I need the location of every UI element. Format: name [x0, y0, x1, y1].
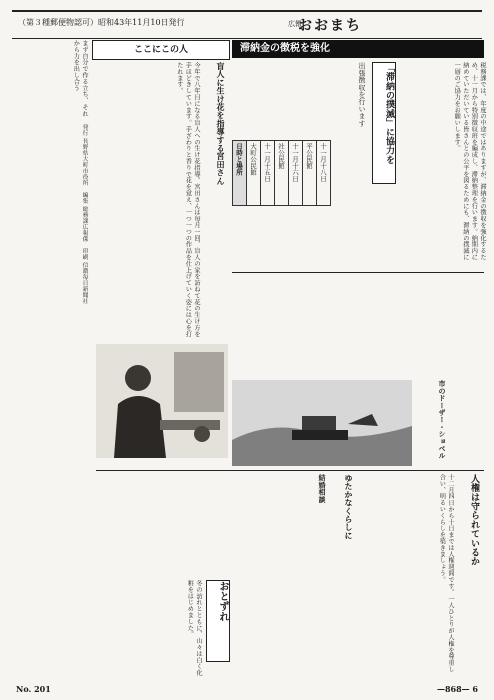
schedule-place-2: 社公民館: [275, 141, 289, 206]
paper-name: おおまち: [298, 18, 362, 34]
schedule-place-3: 平公民館: [303, 141, 317, 206]
divider-lower: [96, 470, 484, 471]
life-heading: ゆたかなくらしに: [344, 474, 354, 540]
bulldozer-photo: [232, 380, 412, 466]
sidebar-body: 冬の訪れとともに、山々は白く化粧をはじめました。: [186, 580, 202, 676]
issue-number: No. 201: [16, 684, 51, 694]
life-sub: 結婚相談: [318, 474, 327, 503]
left-note: まず自分で作る立ち、それから力を出し合う: [72, 40, 88, 117]
schedule-head: 日時と場所: [233, 141, 247, 206]
photo-caption: 市のドーザー・ショベル: [438, 380, 447, 460]
rights-body: 十二月四日から十日までは人権週間です。一人ひとりが人権を尊重し合い、明るいくらしを築きましょう。: [438, 474, 454, 673]
collection-schedule-table: [232, 140, 331, 206]
divider: [232, 272, 484, 273]
masthead: [12, 10, 482, 39]
schedule-date-1: 十一月十五日: [261, 141, 275, 206]
instructor-photo: [96, 344, 228, 458]
rights-heading: 人権は守られているか: [469, 474, 479, 566]
tax-subheadline: 「滞納の撲滅」に協力を: [372, 62, 396, 184]
sidebar-title: おとずれ: [206, 580, 230, 662]
tax-body: 税務課では、年度の中途ではありますが、滞納金の徴収を強化するため、十一月から特別徴収班を編成し、滞納整理を行います。納期内に納めていただいている皆さんとの公平を図るためにも、滞納の撲滅に一層のご協力をお願いします。: [453, 62, 486, 261]
feature-body: 今年で八年目になる盲人への生け花指導。宮田さんは毎月一回、盲人の家を訪ねて花の生け方を手ほどきしています。手ざわりと香りで花を覚え、一つ一つの作品を仕上げていく姿には心を打たれます。: [175, 62, 200, 338]
schedule-date-2: 十一月十六日: [289, 141, 303, 206]
schedule-date-3: 十一月十八日: [317, 141, 331, 206]
credits: 発行 長野県大町市役所 編集 総務課広報係 印刷 信濃毎日新聞社: [81, 124, 87, 305]
tax-note: 出張徴収を行います: [358, 62, 366, 127]
page-number: —868— 6: [436, 684, 478, 694]
feature-title: ここにこの人: [92, 40, 230, 60]
feature-sub: 盲人に生け花を指導する宮田さん: [216, 62, 226, 185]
tax-headline: 滞納金の徴税を強化: [232, 40, 484, 58]
issue-line: （第３種郵便物認可）昭和43年11月10日発行: [18, 18, 185, 27]
schedule-place-1: 大町公民館: [247, 141, 261, 206]
paper-kind: 広報: [288, 20, 302, 28]
